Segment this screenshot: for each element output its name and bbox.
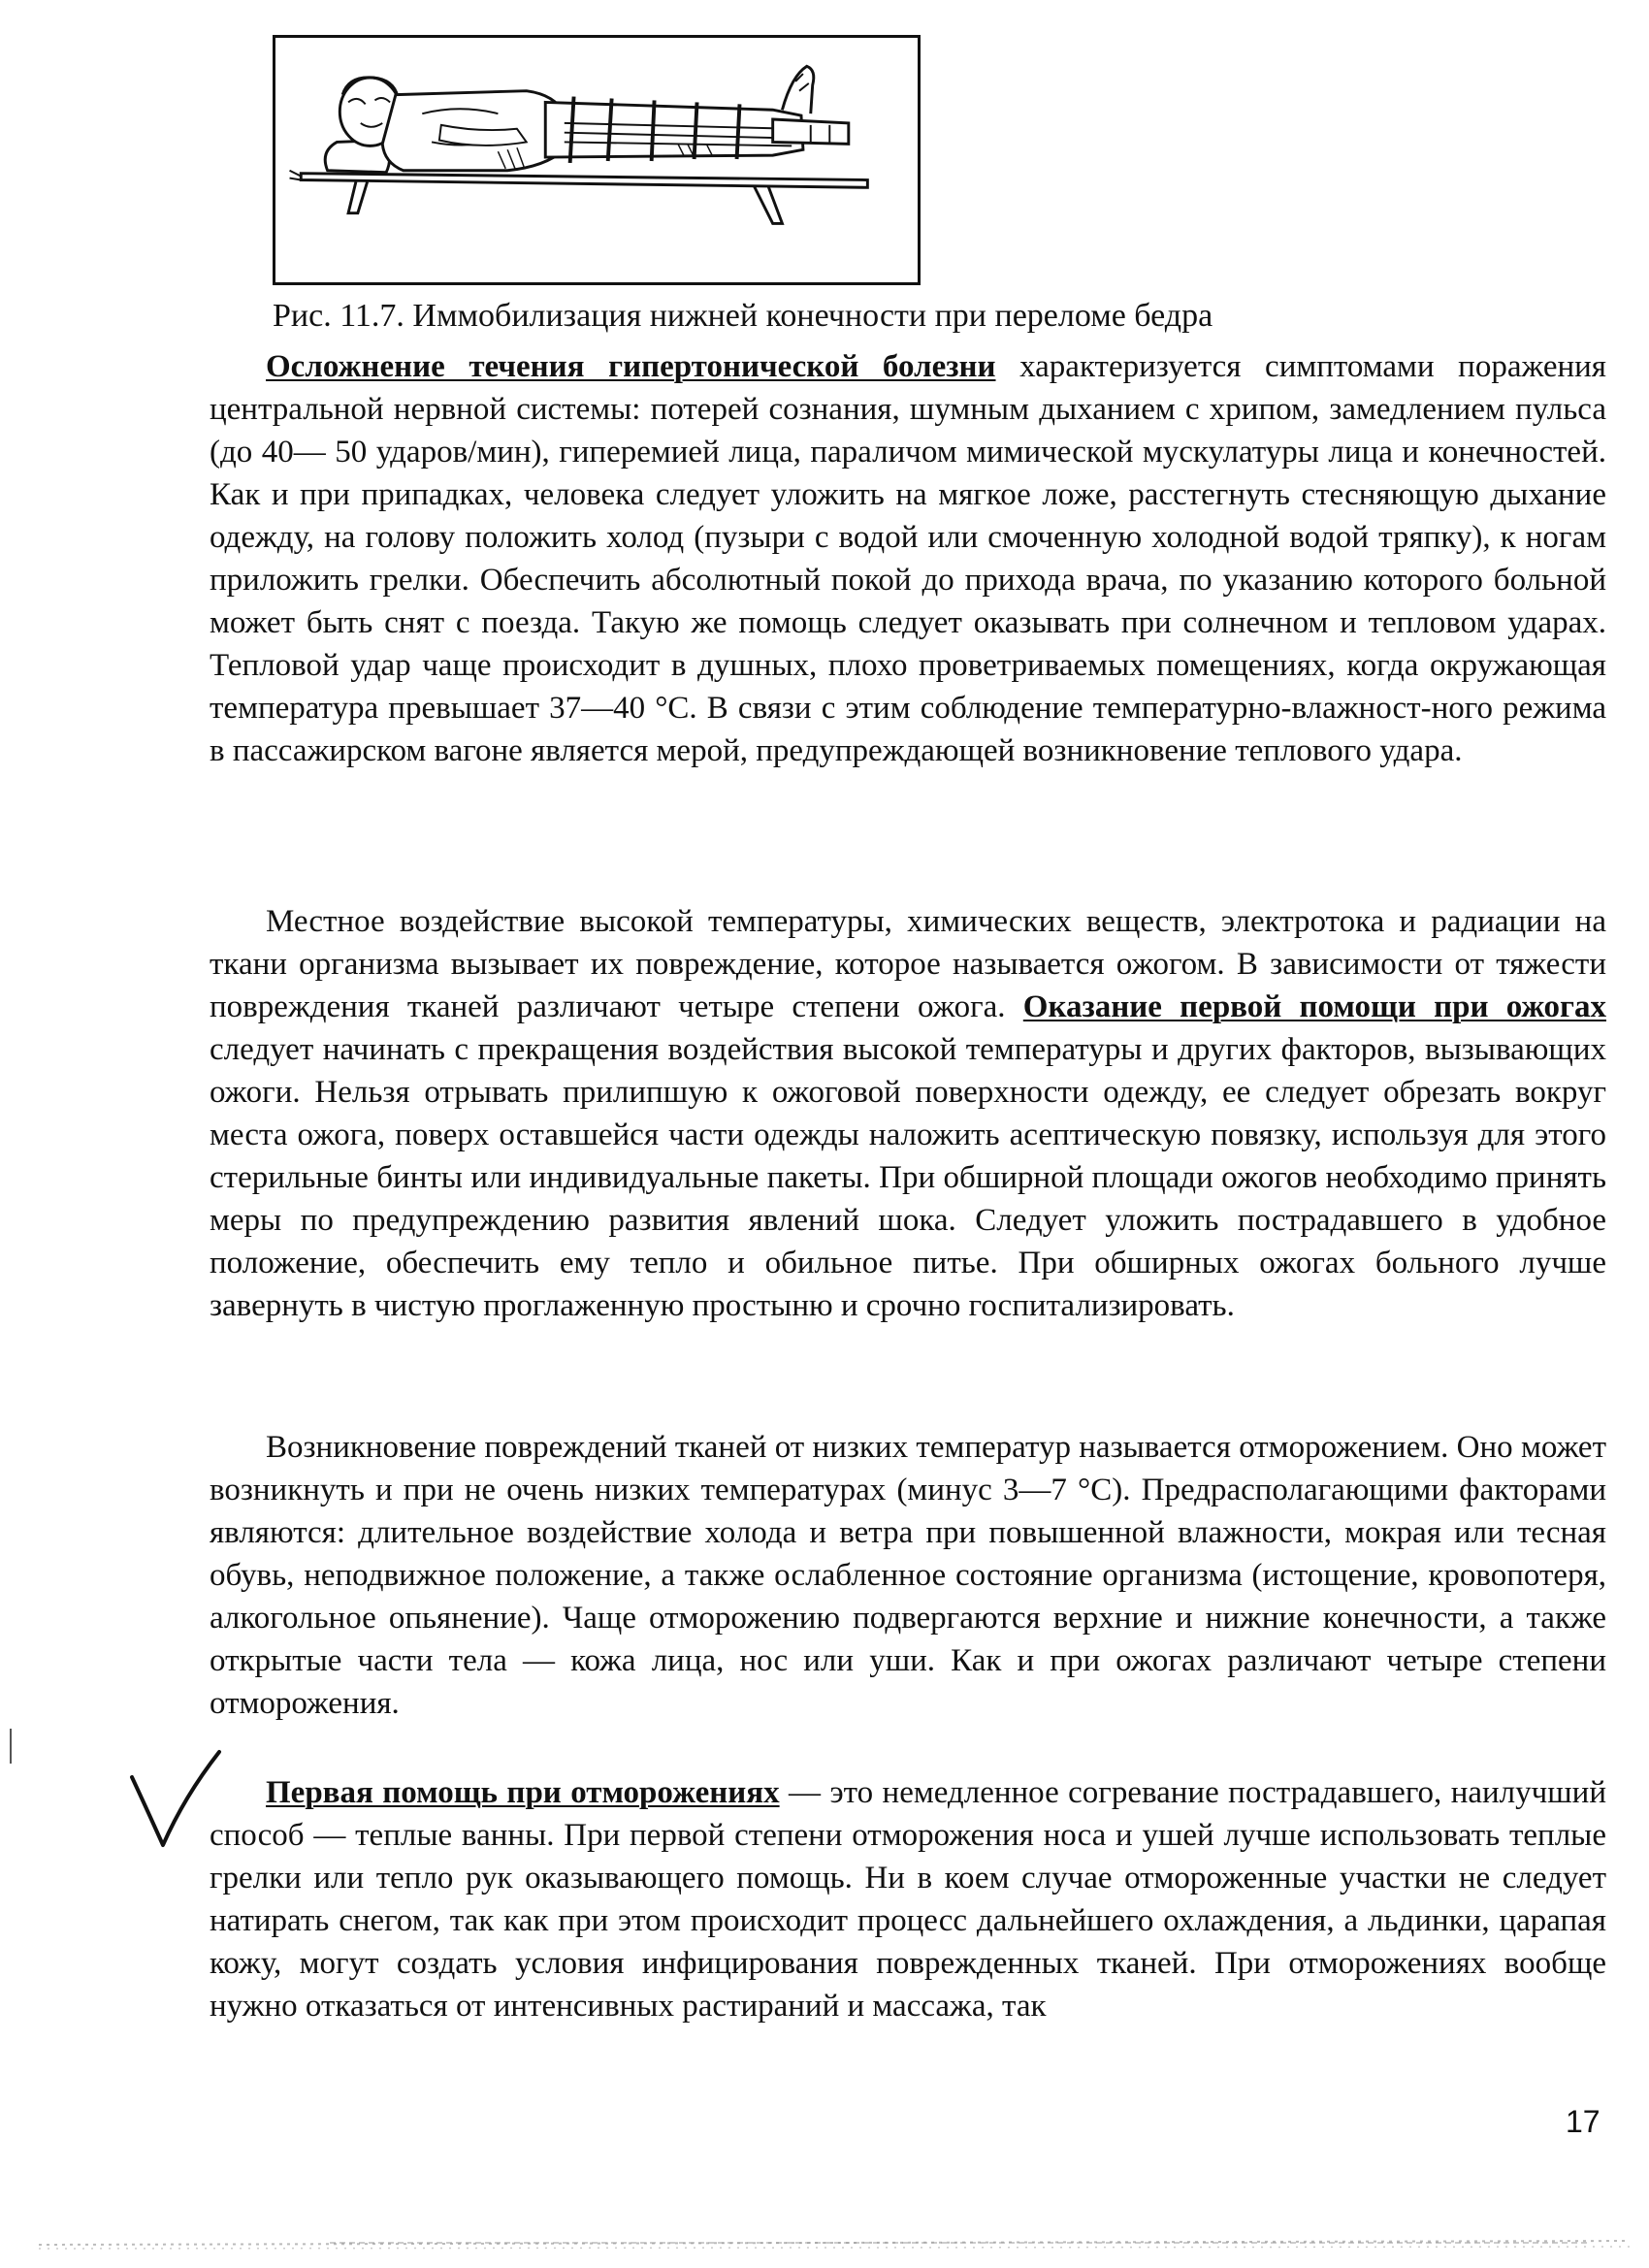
- paragraph-first-aid-frostbite: [210, 1771, 1606, 2027]
- paragraph-hypertension: [210, 345, 1606, 772]
- margin-scan-mark: [8, 1727, 14, 1766]
- text-first-aid-frostbite: — это немедленное согревание пострадавшего, наилучший способ — теплые ванны. При первой степени отморожения носа и ушей лучше использовать теплые грелки или тепло рук оказывающего помощь. Ни в коем случае отмороженные участки не следует натирать снегом, так как при этом происходит процесс дальнейшего охлаждения, а льдинки, царапая кожу, могут создать условия инфицирования поврежденных тканей. При отморожениях вообще нужно отказаться от интенсивных растираний и массажа, так: [210, 1775, 1606, 2024]
- page-number: 17: [1566, 2104, 1600, 2139]
- paragraph-frostbite: [210, 1426, 1606, 1725]
- stretcher-splint-illustration: [275, 38, 918, 282]
- text-burns-intro: Местное воздействие высокой температуры, химических веществ, электротока и радиации на ткани организма вызывает их повреждение, которое называется ожогом. В зависимости от тяжести повреждения тканей различают четыре степени ожога.: [210, 904, 1606, 1024]
- heading-burns: Оказание первой помощи при ожогах: [1022, 989, 1606, 1024]
- heading-first-aid-frostbite: Первая помощь при отморожениях: [266, 1775, 780, 1810]
- text-hypertension: характеризуется симптомами поражения центральной нервной системы: потерей сознания, шумным дыханием с хрипом, замедлением пульса (до 40— 50 ударов/мин), гиперемией лица, параличом мимической мускулатуры лица и конечностей. Как и при припадках, человека следует уложить на мягкое ложе, расстегнуть стесняющую дыхание одежду, на голову положить холод (пузыри с водой или смоченную холодной водой тряпку), к ногам приложить грелки. Обеспечить абсолютный покой до прихода врача, по указанию которого больной может быть снят с поезда. Такую же помощь следует оказывать при солнечном и тепловом ударах. Тепловой удар чаще происходит в душных, плохо проветриваемых помещениях, когда окружающая температура превышает 37—40 °С. В связи с этим соблюдение температурно-влажност-ного режима в пассажирском вагоне является мерой, предупреждающей возникновение теплового удара.: [210, 349, 1606, 768]
- text-frostbite: Возникновение повреждений тканей от низких температур называется отморожением. Оно может возникнуть и при не очень низких температурах (минус 3—7 °С). Предрасполагающими факторами являются: длительное воздействие холода и ветра при повышенной влажности, мокрая или тесная обувь, неподвижное положение, а также ослабленное состояние организма (истощение, кровопотеря, алкогольное опьянение). Чаще отморожению подвергаются верхние и нижние конечности, а также открытые части тела — кожа лица, нос или уши. Как и при ожогах различают четыре степени отморожения.: [210, 1430, 1606, 1721]
- figure-caption: Рис. 11.7. Иммобилизация нижней конечности при переломе бедра: [273, 298, 1213, 334]
- figure-illustration: [273, 35, 921, 285]
- handwritten-checkmark-icon: [126, 1748, 223, 1853]
- text-burns: следует начинать с прекращения воздействия высокой температуры и других факторов, вызывающих ожоги. Нельзя отрывать прилипшую к ожоговой поверхности одежду, ее следует обрезать вокруг места ожога, поверх оставшейся части одежды наложить асептическую повязку, используя для этого стерильные бинты или индивидуальные пакеты. При обширной площади ожогов необходимо принять меры по предупреждению развития явлений шока. Следует уложить пострадавшего в удобное положение, обеспечить ему тепло и обильное питье. При обширных ожогах больного лучше завернуть в чистую проглаженную простыню и срочно госпитализировать.: [210, 1032, 1606, 1323]
- paragraph-burns: [210, 900, 1606, 1327]
- heading-hypertension: Осложнение течения гипертонической болезни: [266, 349, 996, 384]
- scan-noise-band: [39, 2231, 1630, 2256]
